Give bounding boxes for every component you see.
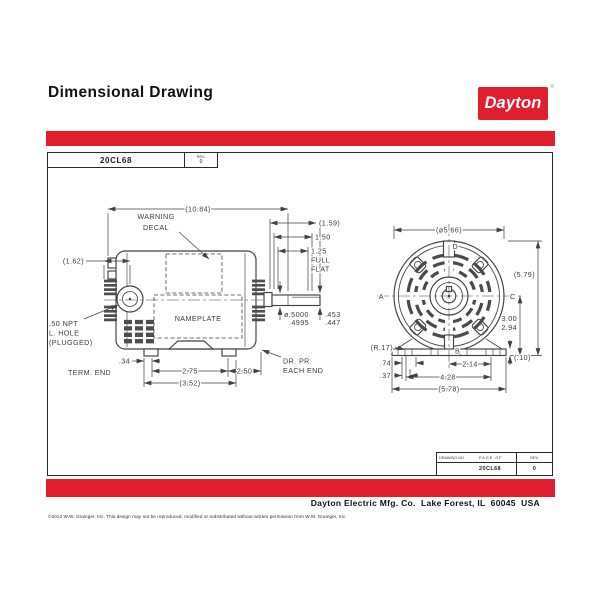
rev-cell — [185, 153, 218, 168]
dayton-logo — [478, 84, 554, 120]
drawing-frame — [47, 152, 553, 476]
top-red-divider — [46, 131, 555, 146]
dim-flat-depth-upper: .453 — [325, 310, 341, 319]
npt-hole-label-3: (PLUGGED) — [49, 338, 93, 347]
side-view-motor — [104, 251, 320, 356]
dim-overall-length: (10.84) — [185, 204, 211, 214]
registered-mark-icon: ® — [550, 84, 554, 90]
shaft-collar — [264, 293, 272, 307]
top-title-block — [48, 153, 218, 168]
npt-hole-label-2: L. HOLE — [49, 328, 80, 338]
page-of-label: PAGE OF — [479, 455, 503, 460]
dim-flat-word-1: FULL — [311, 255, 331, 265]
dim-slot-offset-2: .37 — [379, 371, 391, 380]
dim-flat-depth-lower: .447 — [325, 318, 341, 327]
rev-label: REV. — [196, 155, 206, 159]
dim-slot-radius: (R.17) — [370, 343, 393, 352]
rev-value: 0 — [199, 159, 203, 165]
end-view-motor — [377, 224, 521, 369]
bottom-red-divider — [46, 479, 555, 497]
npt-hole-label-1: .50 NPT — [49, 319, 79, 328]
dim-foot-span: 2.75 — [182, 366, 198, 376]
dim-flat-word-2: FLAT — [311, 264, 330, 274]
dim-end-diameter: (ø5.66) — [436, 225, 462, 235]
dim-conduit-offset: (1.62) — [62, 256, 84, 266]
left-foot — [144, 349, 158, 356]
drain-label-2: EACH END — [283, 366, 324, 375]
bottom-title-block — [436, 452, 552, 475]
right-foot — [222, 349, 236, 356]
terminal-end-label: TERM. END — [68, 368, 112, 377]
dim-base-length: (3.52) — [179, 378, 201, 388]
dim-end-height: (5.79) — [513, 270, 535, 279]
drawing-no-label: DRAWING NO. — [439, 455, 466, 460]
technical-drawing — [48, 153, 551, 474]
left-cooling-fins — [104, 281, 117, 320]
rev-value-bottom: 0 — [532, 466, 537, 472]
point-label-b: B — [455, 346, 461, 356]
dim-shaft-height-upper: 3.00 — [501, 314, 517, 323]
point-label-a: A — [378, 292, 384, 301]
brand-wordmark: Dayton — [484, 94, 542, 112]
point-label-d: D — [452, 242, 459, 251]
dim-base-width: (5.78) — [438, 384, 460, 394]
dim-foot-offset: .34 — [118, 356, 130, 366]
dim-base-thickness: (.10) — [514, 353, 531, 362]
dim-bolt-span: 4.28 — [440, 372, 456, 382]
warning-decal-label-1: WARNING — [137, 212, 175, 221]
warning-decal-label-2: DECAL — [143, 223, 169, 232]
dim-shaft-dia-lower: .4995 — [289, 318, 309, 327]
dim-shaft-dia-upper: ø.5000 — [284, 310, 309, 319]
point-label-c: C — [510, 292, 516, 301]
copyright-notice: ©2013 W.W. Grainger, Inc. This design may not be reproduced, modified or redistributed without written permission from W.W. Grainger, Inc. — [48, 514, 347, 519]
dim-shaft-height-lower: 2.94 — [501, 323, 517, 332]
dim-foot-to-drain: 2.50 — [236, 366, 253, 376]
page-title: Dimensional Drawing — [48, 84, 214, 101]
rev-label-bottom: REV. — [517, 453, 552, 463]
dim-bolt-half-span: 2.14 — [462, 359, 478, 369]
dim-flat-length: 1.25 — [311, 246, 327, 256]
dim-shaft-total: (1.59) — [319, 218, 341, 228]
dim-slot-offset-1: .74 — [379, 358, 391, 368]
dim-shaft-usable: 1.50 — [315, 232, 331, 242]
drawing-number-value: 20CL68 — [479, 466, 501, 472]
part-number: 20CL68 — [48, 153, 185, 168]
nameplate-label: NAMEPLATE — [174, 314, 222, 323]
manufacturer-address: Dayton Electric Mfg. Co. Lake Forest, IL 60045 USA — [310, 498, 540, 508]
shaft — [272, 295, 320, 306]
drain-label-1: DR. PR. — [283, 356, 313, 366]
